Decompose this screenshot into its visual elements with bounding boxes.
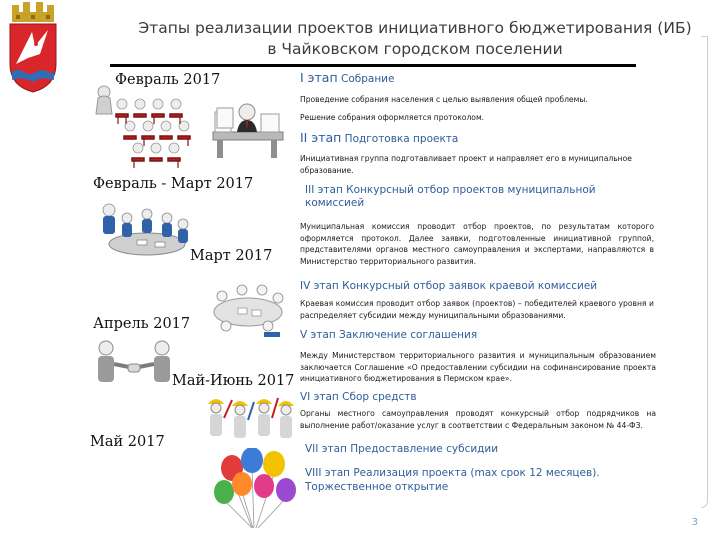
stage-3-text: Муниципальная комиссия проводит отбор проектов, по результатам которого оформляется протокол. Далее заявки, подготовленные инициативной группой, представителями органов местного самоуправления и экспертами, направляются в Министерство территориального развития. (300, 222, 654, 266)
stage-6-text: Органы местного самоуправления проводят конкурсный отбор подрядчиков на выполнение работ/оказание услуг в соответствии с Федеральным законом № 44-ФЗ. (300, 409, 656, 430)
stage-1-text-2: Решение собрания оформляется протоколом. (300, 113, 485, 122)
date-feb-mar: Февраль - Март 2017 (93, 176, 254, 192)
stage-3-heading-line-2: комиссией (305, 197, 365, 209)
page-title-line-2: в Чайковском городском поселении (267, 40, 563, 58)
team-discussion-illustration (97, 198, 193, 270)
stage-2-heading (300, 130, 458, 145)
handshake-agreement-illustration (94, 338, 174, 390)
date-may-jun: Май-Июнь 2017 (172, 373, 295, 389)
title-underline (110, 64, 636, 67)
stage-1-heading (300, 70, 394, 85)
stage-5-text: Между Министерством территориального развития и муниципальным образованием заключается Соглашение «О предоставлении субсидии на софинансирование проекта инициативного бюджетирования в Пермском крае». (300, 351, 656, 383)
date-may: Май 2017 (90, 434, 165, 450)
stage-6-heading: VI этап Сбор средств (300, 391, 417, 403)
stage-4-text: Краевая комиссия проводит отбор заявок (проектов) – победителей краевого уровня и распределяет субсидии между муниципальными образованиями. (300, 299, 654, 320)
page-title (120, 18, 710, 60)
stage-1-name: Собрание (340, 73, 395, 85)
stage-7-heading: VII этап Предоставление субсидии (305, 443, 499, 455)
date-mar: Март 2017 (190, 248, 273, 264)
stage-1-text-1: Проведение собрания населения с целью выявления общей проблемы. (300, 95, 588, 104)
page-title-line-1: Этапы реализации проектов инициативного бюджетирования (ИБ) (138, 19, 692, 37)
stage-4-heading: IV этап Конкурсный отбор заявок краевой комиссией (300, 280, 598, 292)
page-number: 3 (691, 517, 698, 528)
stage-3-heading-line-1: III этап Конкурсный отбор проектов муниципальной (305, 184, 596, 196)
meeting-audience-illustration (94, 84, 204, 172)
stage-3-heading (305, 184, 596, 210)
stage-8-heading-line-1: VIII этап Реализация проекта (max срок 12 месяцев). (305, 467, 600, 479)
date-apr: Апрель 2017 (93, 316, 191, 332)
date-feb: Февраль 2017 (115, 72, 221, 88)
desk-paperwork-illustration (205, 98, 289, 160)
commission-table-illustration (208, 280, 288, 338)
stage-1-number: I этап (300, 70, 338, 85)
stage-2-number: II этап (300, 130, 342, 145)
stage-8-heading-line-2: Торжественное открытие (305, 481, 449, 493)
workers-with-tools-illustration (202, 392, 298, 446)
stage-2-text: Инициативная группа подготавливает проект и направляет его в муниципальное образование. (300, 154, 632, 175)
stage-2-name: Подготовка проекта (344, 133, 459, 145)
coat-of-arms-logo (6, 2, 60, 94)
stage-8-heading (305, 466, 600, 494)
slide-frame (701, 36, 708, 508)
stage-5-heading: V этап Заключение соглашения (300, 329, 478, 341)
celebration-balloons-illustration (212, 448, 300, 532)
